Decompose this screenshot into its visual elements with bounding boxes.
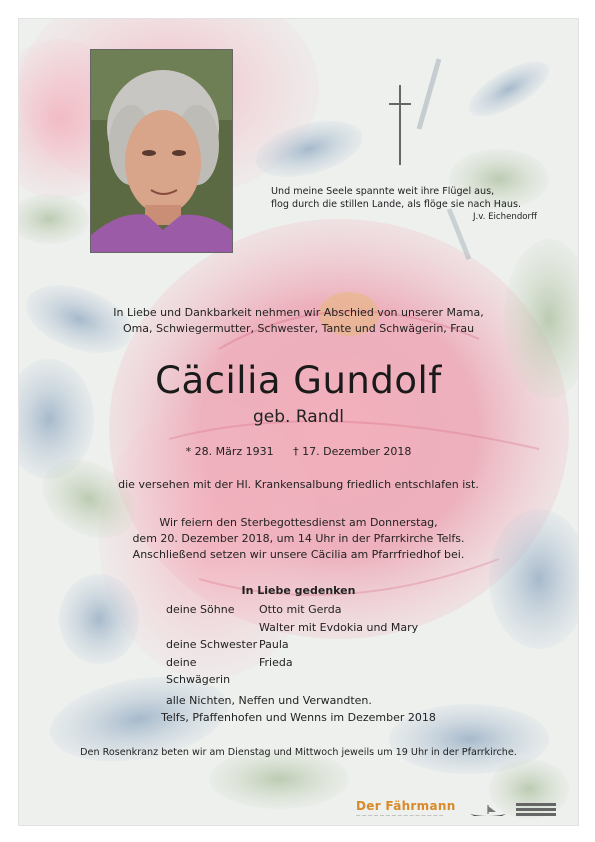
service-line: Anschließend setzen wir unsere Cäcilia am Pfarrfriedhof bei. xyxy=(132,548,465,561)
cross-icon xyxy=(389,85,411,165)
mourners-all-relatives: alle Nichten, Neffen und Verwandten. xyxy=(166,693,372,707)
mourner-relation: deine Schwägerin xyxy=(166,655,231,686)
birth-date: * 28. März 1931 xyxy=(185,445,274,458)
mourner-row xyxy=(166,654,418,689)
motto-quote xyxy=(271,185,541,224)
life-dates xyxy=(19,445,578,458)
motto-line: Und meine Seele spannte weit ihre Flügel aus, xyxy=(271,186,495,197)
boat-icon xyxy=(468,804,508,818)
funeral-service-text xyxy=(19,515,578,563)
mourners-list xyxy=(166,601,418,709)
rosary-note: Den Rosenkranz beten wir am Dienstag und Mittwoch jeweils um 19 Uhr in der Pfarrkirche. xyxy=(80,747,517,758)
mourner-relation xyxy=(166,619,259,637)
mourner-names: Walter mit Evdokia und Mary xyxy=(259,620,419,634)
mourners-title: In Liebe gedenken xyxy=(241,584,356,597)
intro-line: In Liebe und Dankbarkeit nehmen wir Abschied von unserer Mama, xyxy=(113,306,484,319)
mourner-names: Frieda xyxy=(259,655,293,669)
portrait-photo xyxy=(90,49,233,253)
motto-line: flog durch die stillen Lande, als flöge sie nach Haus. xyxy=(271,199,521,210)
mourner-names: Otto mit Gerda xyxy=(259,603,342,616)
birth-name: geb. Randl xyxy=(253,407,344,427)
mourner-names: Paula xyxy=(259,638,289,651)
death-date: † 17. Dezember 2018 xyxy=(293,445,412,458)
obituary-card xyxy=(18,18,579,826)
contact-info xyxy=(516,801,556,816)
motto-author: J.v. Eichendorff xyxy=(472,212,537,222)
funeral-home-logo xyxy=(356,799,566,821)
mourner-row xyxy=(166,619,418,637)
mourner-relation: deine Schwester xyxy=(166,638,258,651)
mourner-relation: deine Söhne xyxy=(166,603,235,616)
deceased-name: Cäcilia Gundolf xyxy=(155,359,442,402)
passing-text: die versehen mit der Hl. Krankensalbung friedlich entschlafen ist. xyxy=(118,478,479,491)
mourner-row xyxy=(166,636,418,654)
intro-line: Oma, Schwiegermutter, Schwester, Tante und Schwägerin, Frau xyxy=(122,322,475,335)
service-line: dem 20. Dezember 2018, um 14 Uhr in der Pfarrkirche Telfs. xyxy=(132,532,465,545)
service-line: Wir feiern den Sterbegottesdienst am Donnerstag, xyxy=(159,516,438,529)
mourner-row xyxy=(166,601,418,619)
place-date: Telfs, Pfaffenhofen und Wenns im Dezember 2018 xyxy=(161,711,436,724)
brand-subline: — — — — — — — — — — — — — — — xyxy=(356,814,444,819)
intro-text xyxy=(19,305,578,337)
brand-name: Der Fährmann xyxy=(356,799,456,813)
